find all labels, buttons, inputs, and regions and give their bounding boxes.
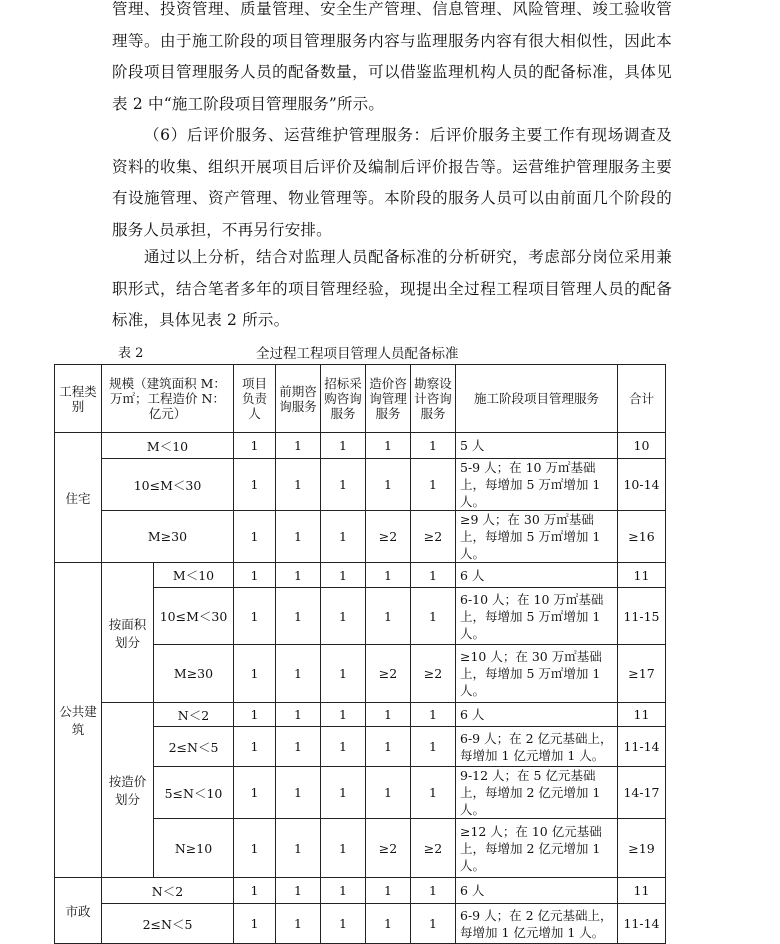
total-cell: 11-14 — [618, 904, 666, 944]
header-row — [55, 365, 666, 433]
construction-cell: 5 人 — [456, 433, 618, 459]
header-total: 合计 — [618, 365, 666, 433]
bidding-cell: 1 — [321, 703, 366, 727]
cost-cell: 1 — [366, 727, 411, 767]
table-label: 表 2 — [118, 346, 144, 361]
bidding-cell: 1 — [321, 819, 366, 878]
header-category: 工程类别 — [55, 365, 102, 433]
preliminary-cell: 1 — [276, 588, 321, 645]
cost-cell: ≥2 — [366, 511, 411, 563]
table-row — [55, 878, 666, 904]
cost-cell: 1 — [366, 767, 411, 819]
group-public-cost: 按造价划分 — [102, 703, 154, 878]
preliminary-cell: 1 — [276, 511, 321, 563]
cost-cell: ≥2 — [366, 819, 411, 878]
preliminary-cell: 1 — [276, 878, 321, 904]
table-row — [55, 459, 666, 511]
scale-cell: 5≤N＜10 — [154, 767, 234, 819]
cost-cell: 1 — [366, 588, 411, 645]
preliminary-cell: 1 — [276, 645, 321, 703]
construction-cell: 6 人 — [456, 878, 618, 904]
survey-cell: 1 — [411, 588, 456, 645]
total-cell: 10-14 — [618, 459, 666, 511]
preliminary-cell: 1 — [276, 904, 321, 944]
survey-cell: ≥2 — [411, 819, 456, 878]
header-cost: 造价咨询管理服务 — [366, 365, 411, 433]
bidding-cell: 1 — [321, 433, 366, 459]
group-public-area: 按面积划分 — [102, 563, 154, 703]
survey-cell: 1 — [411, 563, 456, 588]
bidding-cell: 1 — [321, 727, 366, 767]
bidding-cell: 1 — [321, 904, 366, 944]
paragraph-conclusion: 通过以上分析，结合对监理人员配备标准的分析研究，考虑部分岗位采用兼职形式，结合笔者多年的项目管理经验，现提出全过程工程项目管理人员的配备标准，具体见表 2 所示。 — [112, 248, 672, 329]
construction-cell: ≥12 人；在 10 亿元基础上，每增加 2 亿元增加 1 人。 — [456, 819, 618, 878]
header-construction: 施工阶段项目管理服务 — [456, 365, 618, 433]
leader-cell: 1 — [234, 433, 276, 459]
construction-cell: 9-12 人；在 5 亿元基础上，每增加 2 亿元增加 1 人。 — [456, 767, 618, 819]
total-cell: 10 — [618, 433, 666, 459]
construction-cell: ≥9 人；在 30 万㎡基础上，每增加 5 万㎡增加 1 人。 — [456, 511, 618, 563]
scale-cell: N＜2 — [102, 878, 234, 904]
construction-cell: 6 人 — [456, 563, 618, 588]
survey-cell: ≥2 — [411, 645, 456, 703]
cost-cell: 1 — [366, 563, 411, 588]
header-survey: 勘察设计咨询服务 — [411, 365, 456, 433]
scale-cell: 2≤N＜5 — [102, 904, 234, 944]
leader-cell: 1 — [234, 563, 276, 588]
survey-cell: 1 — [411, 727, 456, 767]
preliminary-cell: 1 — [276, 563, 321, 588]
cost-cell: ≥2 — [366, 645, 411, 703]
scale-cell: 10≤M＜30 — [102, 459, 234, 511]
bidding-cell: 1 — [321, 459, 366, 511]
preliminary-cell: 1 — [276, 767, 321, 819]
total-cell: 11-14 — [618, 727, 666, 767]
bidding-cell: 1 — [321, 563, 366, 588]
scale-cell: N＜2 — [154, 703, 234, 727]
scale-cell: M≥30 — [154, 645, 234, 703]
table-row — [55, 904, 666, 944]
group-municipal: 市政 — [55, 878, 102, 944]
leader-cell: 1 — [234, 727, 276, 767]
bidding-cell: 1 — [321, 878, 366, 904]
header-scale: 规模（建筑面积 M：万㎡；工程造价 N：亿元） — [102, 365, 234, 433]
survey-cell: 1 — [411, 459, 456, 511]
survey-cell: 1 — [411, 703, 456, 727]
survey-cell: 1 — [411, 904, 456, 944]
scale-cell: M＜10 — [102, 433, 234, 459]
bidding-cell: 1 — [321, 588, 366, 645]
header-bidding: 招标采购咨询服务 — [321, 365, 366, 433]
survey-cell: 1 — [411, 767, 456, 819]
paragraph-construction-services: 管理、投资管理、质量管理、安全生产管理、信息管理、风险管理、竣工验收管理等。由于施工阶段的项目管理服务内容与监理服务内容有很大相似性，因此本阶段项目管理服务人员的配备数量，可以借鉴监理机构人员的配备标准，具体见表 2 中“施工阶段项目管理服务”所示。 — [112, 0, 672, 113]
table-row — [55, 433, 666, 459]
scale-cell: 10≤M＜30 — [154, 588, 234, 645]
group-public: 公共建筑 — [55, 563, 102, 878]
total-cell: 11-15 — [618, 588, 666, 645]
leader-cell: 1 — [234, 459, 276, 511]
total-cell: 11 — [618, 703, 666, 727]
survey-cell: ≥2 — [411, 511, 456, 563]
table-row — [55, 703, 666, 727]
bidding-cell: 1 — [321, 767, 366, 819]
leader-cell: 1 — [234, 878, 276, 904]
total-cell: ≥16 — [618, 511, 666, 563]
leader-cell: 1 — [234, 703, 276, 727]
bidding-cell: 1 — [321, 511, 366, 563]
group-residential: 住宅 — [55, 433, 102, 563]
total-cell: ≥19 — [618, 819, 666, 878]
header-leader: 项目负责人 — [234, 365, 276, 433]
scale-cell: M＜10 — [154, 563, 234, 588]
leader-cell: 1 — [234, 819, 276, 878]
total-cell: 14-17 — [618, 767, 666, 819]
cost-cell: 1 — [366, 878, 411, 904]
total-cell: ≥17 — [618, 645, 666, 703]
leader-cell: 1 — [234, 511, 276, 563]
total-cell: 11 — [618, 878, 666, 904]
cost-cell: 1 — [366, 904, 411, 944]
table-row — [55, 511, 666, 563]
construction-cell: 6-10 人；在 10 万㎡基础上，每增加 5 万㎡增加 1 人。 — [456, 588, 618, 645]
cost-cell: 1 — [366, 703, 411, 727]
table-row — [55, 563, 666, 588]
bidding-cell: 1 — [321, 645, 366, 703]
cost-cell: 1 — [366, 459, 411, 511]
construction-cell: 6 人 — [456, 703, 618, 727]
scale-cell: 2≤N＜5 — [154, 727, 234, 767]
table-title: 全过程工程项目管理人员配备标准 — [256, 346, 459, 362]
preliminary-cell: 1 — [276, 703, 321, 727]
leader-cell: 1 — [234, 588, 276, 645]
preliminary-cell: 1 — [276, 819, 321, 878]
leader-cell: 1 — [234, 645, 276, 703]
construction-cell: 5-9 人；在 10 万㎡基础上，每增加 5 万㎡增加 1 人。 — [456, 459, 618, 511]
scale-cell: M≥30 — [102, 511, 234, 563]
header-preliminary: 前期咨询服务 — [276, 365, 321, 433]
paragraph-post-evaluation: （6）后评价服务、运营维护管理服务：后评价服务主要工作有现场调查及资料的收集、组织开展项目后评价及编制后评价报告等。运营维护管理服务主要有设施管理、资产管理、物业管理等。本阶段的服务人员可以由前面几个阶段的服务人员承担，不再另行安排。 — [112, 126, 672, 239]
preliminary-cell: 1 — [276, 727, 321, 767]
leader-cell: 1 — [234, 767, 276, 819]
preliminary-cell: 1 — [276, 459, 321, 511]
survey-cell: 1 — [411, 433, 456, 459]
construction-cell: 6-9 人；在 2 亿元基础上，每增加 1 亿元增加 1 人。 — [456, 904, 618, 944]
staffing-table — [54, 364, 666, 944]
leader-cell: 1 — [234, 904, 276, 944]
survey-cell: 1 — [411, 878, 456, 904]
preliminary-cell: 1 — [276, 433, 321, 459]
construction-cell: ≥10 人；在 30 万㎡基础上，每增加 5 万㎡增加 1 人。 — [456, 645, 618, 703]
cost-cell: 1 — [366, 433, 411, 459]
scale-cell: N≥10 — [154, 819, 234, 878]
total-cell: 11 — [618, 563, 666, 588]
construction-cell: 6-9 人；在 2 亿元基础上，每增加 1 亿元增加 1 人。 — [456, 727, 618, 767]
